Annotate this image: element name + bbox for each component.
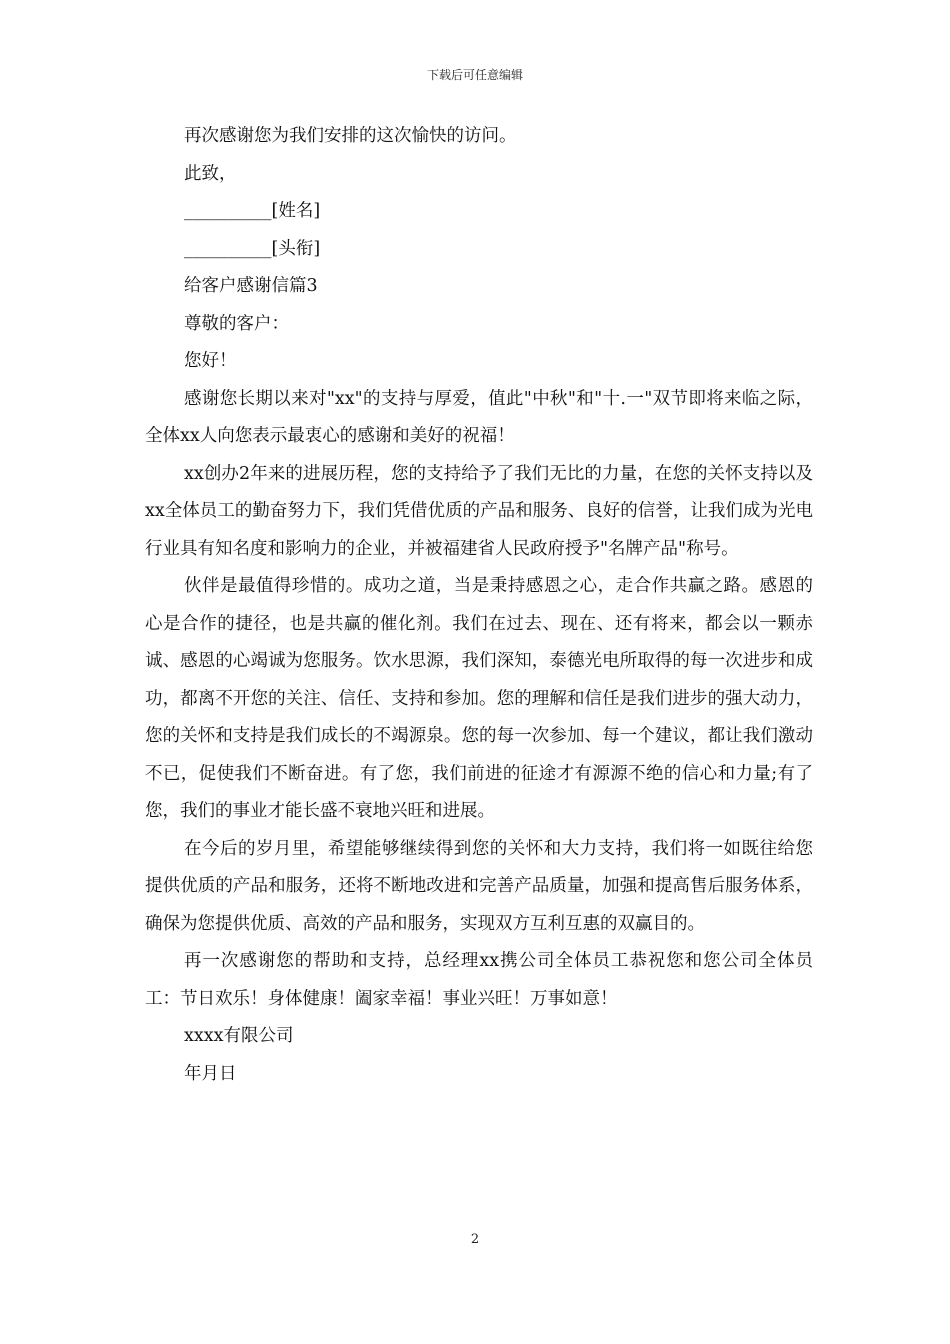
paragraph-wishes: 再一次感谢您的帮助和支持，总经理xx携公司全体员工恭祝您和您公司全体员工：节日欢乐！身体健康！阖家幸福！事业兴旺！万事如意！ (145, 951, 813, 1009)
paragraph-history: xx创办2年来的进展历程，您的支持给予了我们无比的力量，在您的关怀支持以及xx全体员工的勤奋努力下，我们凭借优质的产品和服务、良好的信誉，让我们成为光电行业具有知名度和影响力的企业，并被福建省人民政府授予"名牌产品"称号。 (145, 463, 813, 559)
letter-body (145, 118, 813, 1093)
paragraph-thanks: 感谢您长期以来对"xx"的支持与厚爱，值此"中秋"和"十.一"双节即将来临之际，全体xx人向您表示最衷心的感谢和美好的祝福！ (145, 388, 813, 446)
title-field-line: __________[头衔] (184, 238, 321, 259)
page-number: 2 (470, 1232, 480, 1247)
greeting-line: 尊敬的客户： (184, 313, 289, 334)
paragraph-future: 在今后的岁月里，希望能够继续得到您的关怀和大力支持，我们将一如既往给您提供优质的产品和服务，还将不断地改进和完善产品质量，加强和提高售后服务体系，确保为您提供优质、高效的产品和服务，实现双方互利互惠的双赢目的。 (145, 838, 813, 934)
salutation-end-line: 此致， (184, 163, 237, 184)
closing-thanks-line: 再次感谢您为我们安排的这次愉快的访问。 (184, 126, 517, 146)
company-signature: xxxx有限公司 (184, 1026, 294, 1046)
name-field-line: __________[姓名] (184, 201, 321, 221)
page-header: 下载后可任意编辑 (426, 68, 523, 82)
date-line: 年月日 (184, 1063, 237, 1084)
hello-line: 您好！ (184, 351, 237, 371)
paragraph-partnership: 伙伴是最值得珍惜的。成功之道，当是秉持感恩之心，走合作共赢之路。感恩的心是合作的捷径，也是共赢的催化剂。我们在过去、现在、还有将来，都会以一颗赤诚、感恩的心竭诚为您服务。饮水思源，我们深知，泰德光电所取得的每一次进步和成功，都离不开您的关注、信任、支持和参加。您的理解和信任是我们进步的强大动力，您的关怀和支持是我们成长的不竭源泉。您的每一次参加、每一个建议，都让我们激动不已，促使我们不断奋进。有了您，我们前进的征途才有源源不绝的信心和力量;有了您，我们的事业才能长盛不衰地兴旺和进展。 (145, 576, 813, 821)
section-title: 给客户感谢信篇3 (184, 276, 318, 296)
